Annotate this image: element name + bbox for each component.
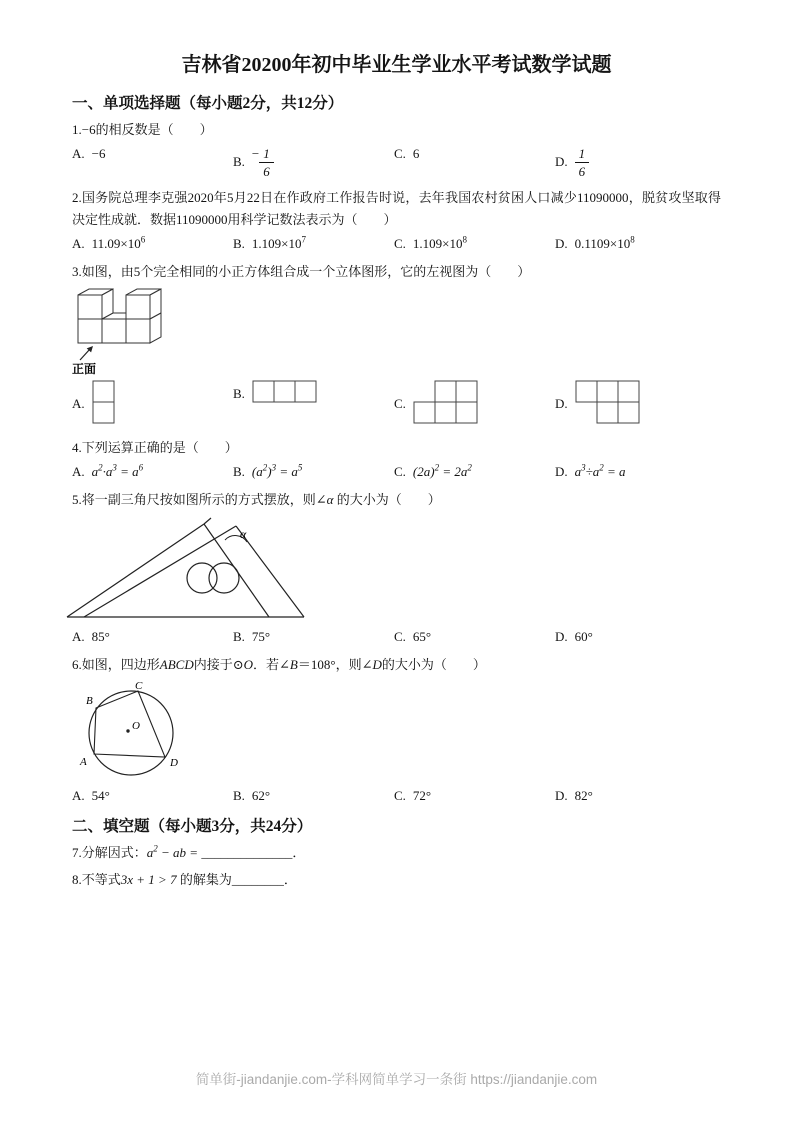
option-label: C. [394,628,406,644]
q7-text: 7.分解因式： [72,844,147,860]
option-label: C. [394,146,406,162]
q4-option-d [555,464,626,480]
q1-option-c [394,146,555,162]
option-label: A. [72,146,85,162]
q4-option-b [233,464,394,480]
option-label: C. [394,236,406,252]
q8-text: 8.不等式 [72,871,121,887]
q7-answer-blank: ______________ [201,844,293,860]
option-value [252,236,306,252]
sci-notation-base: 1.109×10 [251,236,302,252]
question-8: 8.不等式3x + 1 > 7 的解集为________． [72,871,297,887]
option-value: 82° [574,787,593,803]
option-label: D. [555,396,568,412]
fraction-denominator: 6 [259,162,274,178]
fraction-denominator: 6 [575,162,590,178]
option-value: 72° [412,787,432,803]
q4-option-a [72,464,233,480]
option-label: B. [233,236,245,252]
q5-set-square-figure [64,516,314,624]
page-title: 吉林省20200年初中毕业生学业水平考试数学试题 [181,54,612,76]
option-value: 75° [251,628,271,644]
q6-option-d [555,788,593,804]
sci-notation-exponent: 8 [630,234,635,245]
sci-notation-exponent: 8 [462,234,468,245]
option-value: 54° [91,787,110,803]
fraction-numerator: 1 [578,146,586,162]
q6-option-c [394,788,555,804]
fraction [575,146,590,178]
q2-option-c [394,236,555,252]
view-grid-a [92,380,115,428]
option-label: B. [233,385,245,401]
option-label: D. [555,787,568,803]
q1-option-b [233,146,394,178]
front-face-label: 正面 [72,362,97,376]
option-value: 60° [574,628,593,644]
q3-option-b [233,380,394,407]
option-formula: $a^2\cdot a^3 = a^6$ [91,463,144,480]
fraction-numerator: 1 [263,146,270,162]
sci-notation-exponent: 6 [140,234,146,245]
option-label: B. [233,628,245,644]
q5-option-a [72,629,233,645]
question-3-stem: 3.如图，由5个完全相同的小正方体组合成一个立体图形，它的左视图为（ ） [72,264,531,280]
vertex-c-label: C [135,679,143,692]
alpha-angle-label: α [240,526,247,541]
q2-option-d [555,236,635,252]
q1-option-a [72,146,233,162]
view-grid-d [575,380,640,428]
minus-sign: − [251,146,260,162]
q8-answer-blank: ________ [231,871,284,887]
q4-option-c [394,464,555,480]
question-6-options [72,788,721,804]
option-value [252,146,274,178]
q1-option-d [555,146,589,178]
q2-option-a [72,236,233,252]
option-label: B. [233,154,245,170]
sci-notation-base: 1.109×10 [412,236,463,252]
option-value [92,236,146,252]
q7-formula: $a^2$ − ab = [146,843,202,860]
q8-formula: 3x + 1 > 7 [120,871,177,887]
section-fill-heading: 二、填空题（每小题3分，共24分） [72,817,313,835]
option-value: 85° [91,628,110,644]
section-choice-heading: 一、单项选择题（每小题2分，共12分） [72,95,344,112]
q5-option-d [555,629,593,645]
q3-option-a [72,380,233,428]
option-label: B. [233,787,245,803]
q6-option-b [233,788,394,804]
question-1-stem: 1.−6的相反数是（ ） [72,122,213,137]
question-5-options [72,629,721,645]
option-label: B. [233,464,245,480]
center-o-label: O [132,719,140,732]
question-2-options [72,236,721,252]
alpha-variable: α [326,492,334,508]
q5-option-c [394,629,555,645]
option-label: D. [555,464,568,480]
option-formula: $a^3\div a^2 = a$ [574,463,626,480]
option-label: A. [72,628,85,644]
q2-option-b [233,236,394,252]
view-grid-b [252,380,317,407]
fraction [259,146,274,178]
question-1-options [72,146,721,178]
q6-circle-figure [76,680,194,783]
question-7: 7.分解因式：$a^2$ − ab = ______________． [72,843,306,860]
question-6-stem: 6.如图，四边形ABCD内接于⊙O．若∠B＝108°，则∠D的大小为（ ） [72,656,486,672]
view-grid-c [413,380,478,428]
sci-notation-base: 0.1109×10 [574,236,631,252]
footer-watermark: 简单街-jiandanjie.com-学科网简单学习一条街 https://jiandanjie.com [195,1072,598,1087]
option-label: D. [555,236,568,252]
option-value [413,236,467,252]
option-value: 62° [251,787,271,803]
option-label: D. [555,628,568,644]
option-label: A. [72,787,85,803]
question-5-stem: 5.将一副三角尺按如图所示的方式摆放，则∠α 的大小为（ ） [72,492,441,508]
option-value [575,146,590,178]
option-label: A. [72,396,85,412]
q3-option-d [555,380,640,428]
option-label: C. [394,787,406,803]
option-value [575,236,635,252]
option-label: D. [555,154,568,170]
option-label: C. [394,396,406,412]
option-formula: $(a^2)^3 = a^5$ [251,463,303,480]
vertex-d-label: D [170,756,178,769]
q3-cube-solid-figure [72,287,198,375]
q6-option-a [72,788,233,804]
option-label: A. [72,464,85,480]
question-4-options [72,464,721,480]
sci-notation-exponent: 7 [301,234,307,245]
question-4-stem: 4.下列运算正确的是（ ） [72,440,238,456]
vertex-a-label: A [80,755,87,768]
front-direction-arrow [80,346,93,360]
sci-notation-base: 11.09×10 [91,236,141,252]
q5-option-b [233,629,394,645]
question-3-options [72,380,721,428]
option-value: −6 [91,146,106,162]
option-value: 65° [412,628,432,644]
question-2-stem: 2.国务院总理李克强2020年5月22日在作政府工作报告时说，去年我国农村贫困人口减少11090000，脱贫攻坚取得决定性成就．数据11090000用科学记数法表示为（ ） [72,190,721,228]
option-label: A. [72,236,85,252]
q3-option-c [394,380,555,428]
vertex-b-label: B [86,694,93,707]
option-label: C. [394,464,406,480]
option-formula: $(2a)^2 = 2a^2$ [412,463,472,480]
option-value: 6 [412,146,420,162]
